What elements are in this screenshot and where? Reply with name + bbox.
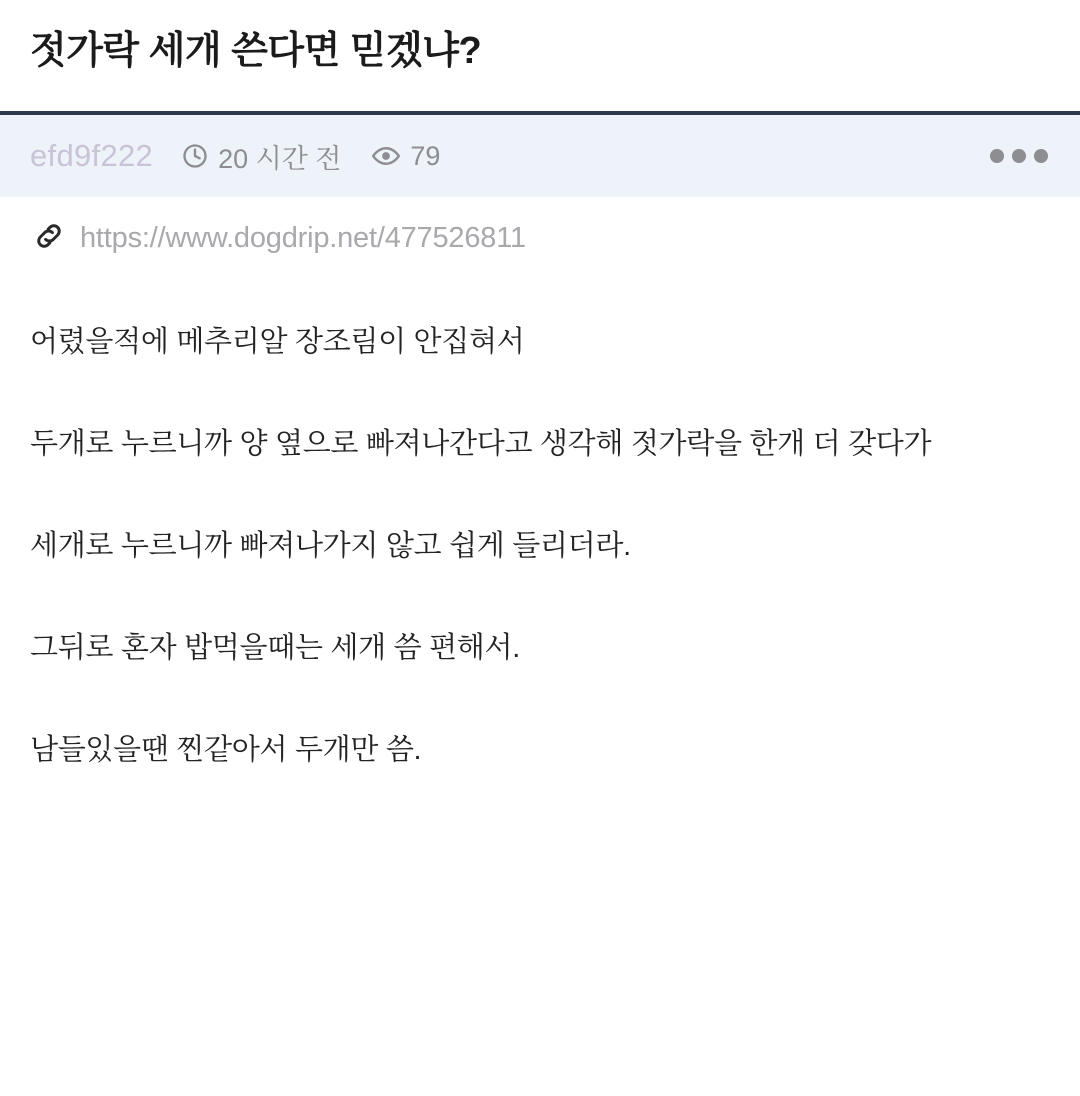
post-views-count: 79 <box>410 140 441 171</box>
more-dot-2 <box>1012 149 1026 163</box>
source-link[interactable]: https://www.dogdrip.net/477526811 <box>80 222 526 255</box>
more-dot-3 <box>1034 149 1048 163</box>
more-dot-1 <box>990 149 1004 163</box>
page-title: 젓가락 세개 쓴다면 믿겠냐? <box>30 30 482 72</box>
post-paragraph: 세개로 누르니까 빠져나가지 않고 쉽게 들리더라. <box>30 530 631 563</box>
post-paragraph: 그뒤로 혼자 밥먹을때는 세개 씀 편해서. <box>30 632 520 665</box>
post-time-label: 20 시간 전 <box>218 143 342 174</box>
post-views <box>371 141 440 172</box>
post-time <box>181 137 341 176</box>
post-content <box>0 258 1080 773</box>
link-icon <box>32 219 66 258</box>
eye-icon <box>371 141 401 171</box>
post-paragraph: 어렸을적에 메추리알 장조림이 안집혀서 <box>30 326 525 359</box>
post-paragraph: 남들있을땐 찐같아서 두개만 씀. <box>30 734 422 767</box>
more-options-button[interactable] <box>986 139 1052 173</box>
post-link-row[interactable] <box>0 197 1080 258</box>
author-name[interactable]: efd9f222 <box>30 138 154 174</box>
clock-icon <box>181 142 209 170</box>
post-paragraph: 두개로 누르니까 양 옆으로 빠져나간다고 생각해 젓가락을 한개 더 갖다가 <box>30 428 932 461</box>
post-meta-bar <box>0 111 1080 197</box>
